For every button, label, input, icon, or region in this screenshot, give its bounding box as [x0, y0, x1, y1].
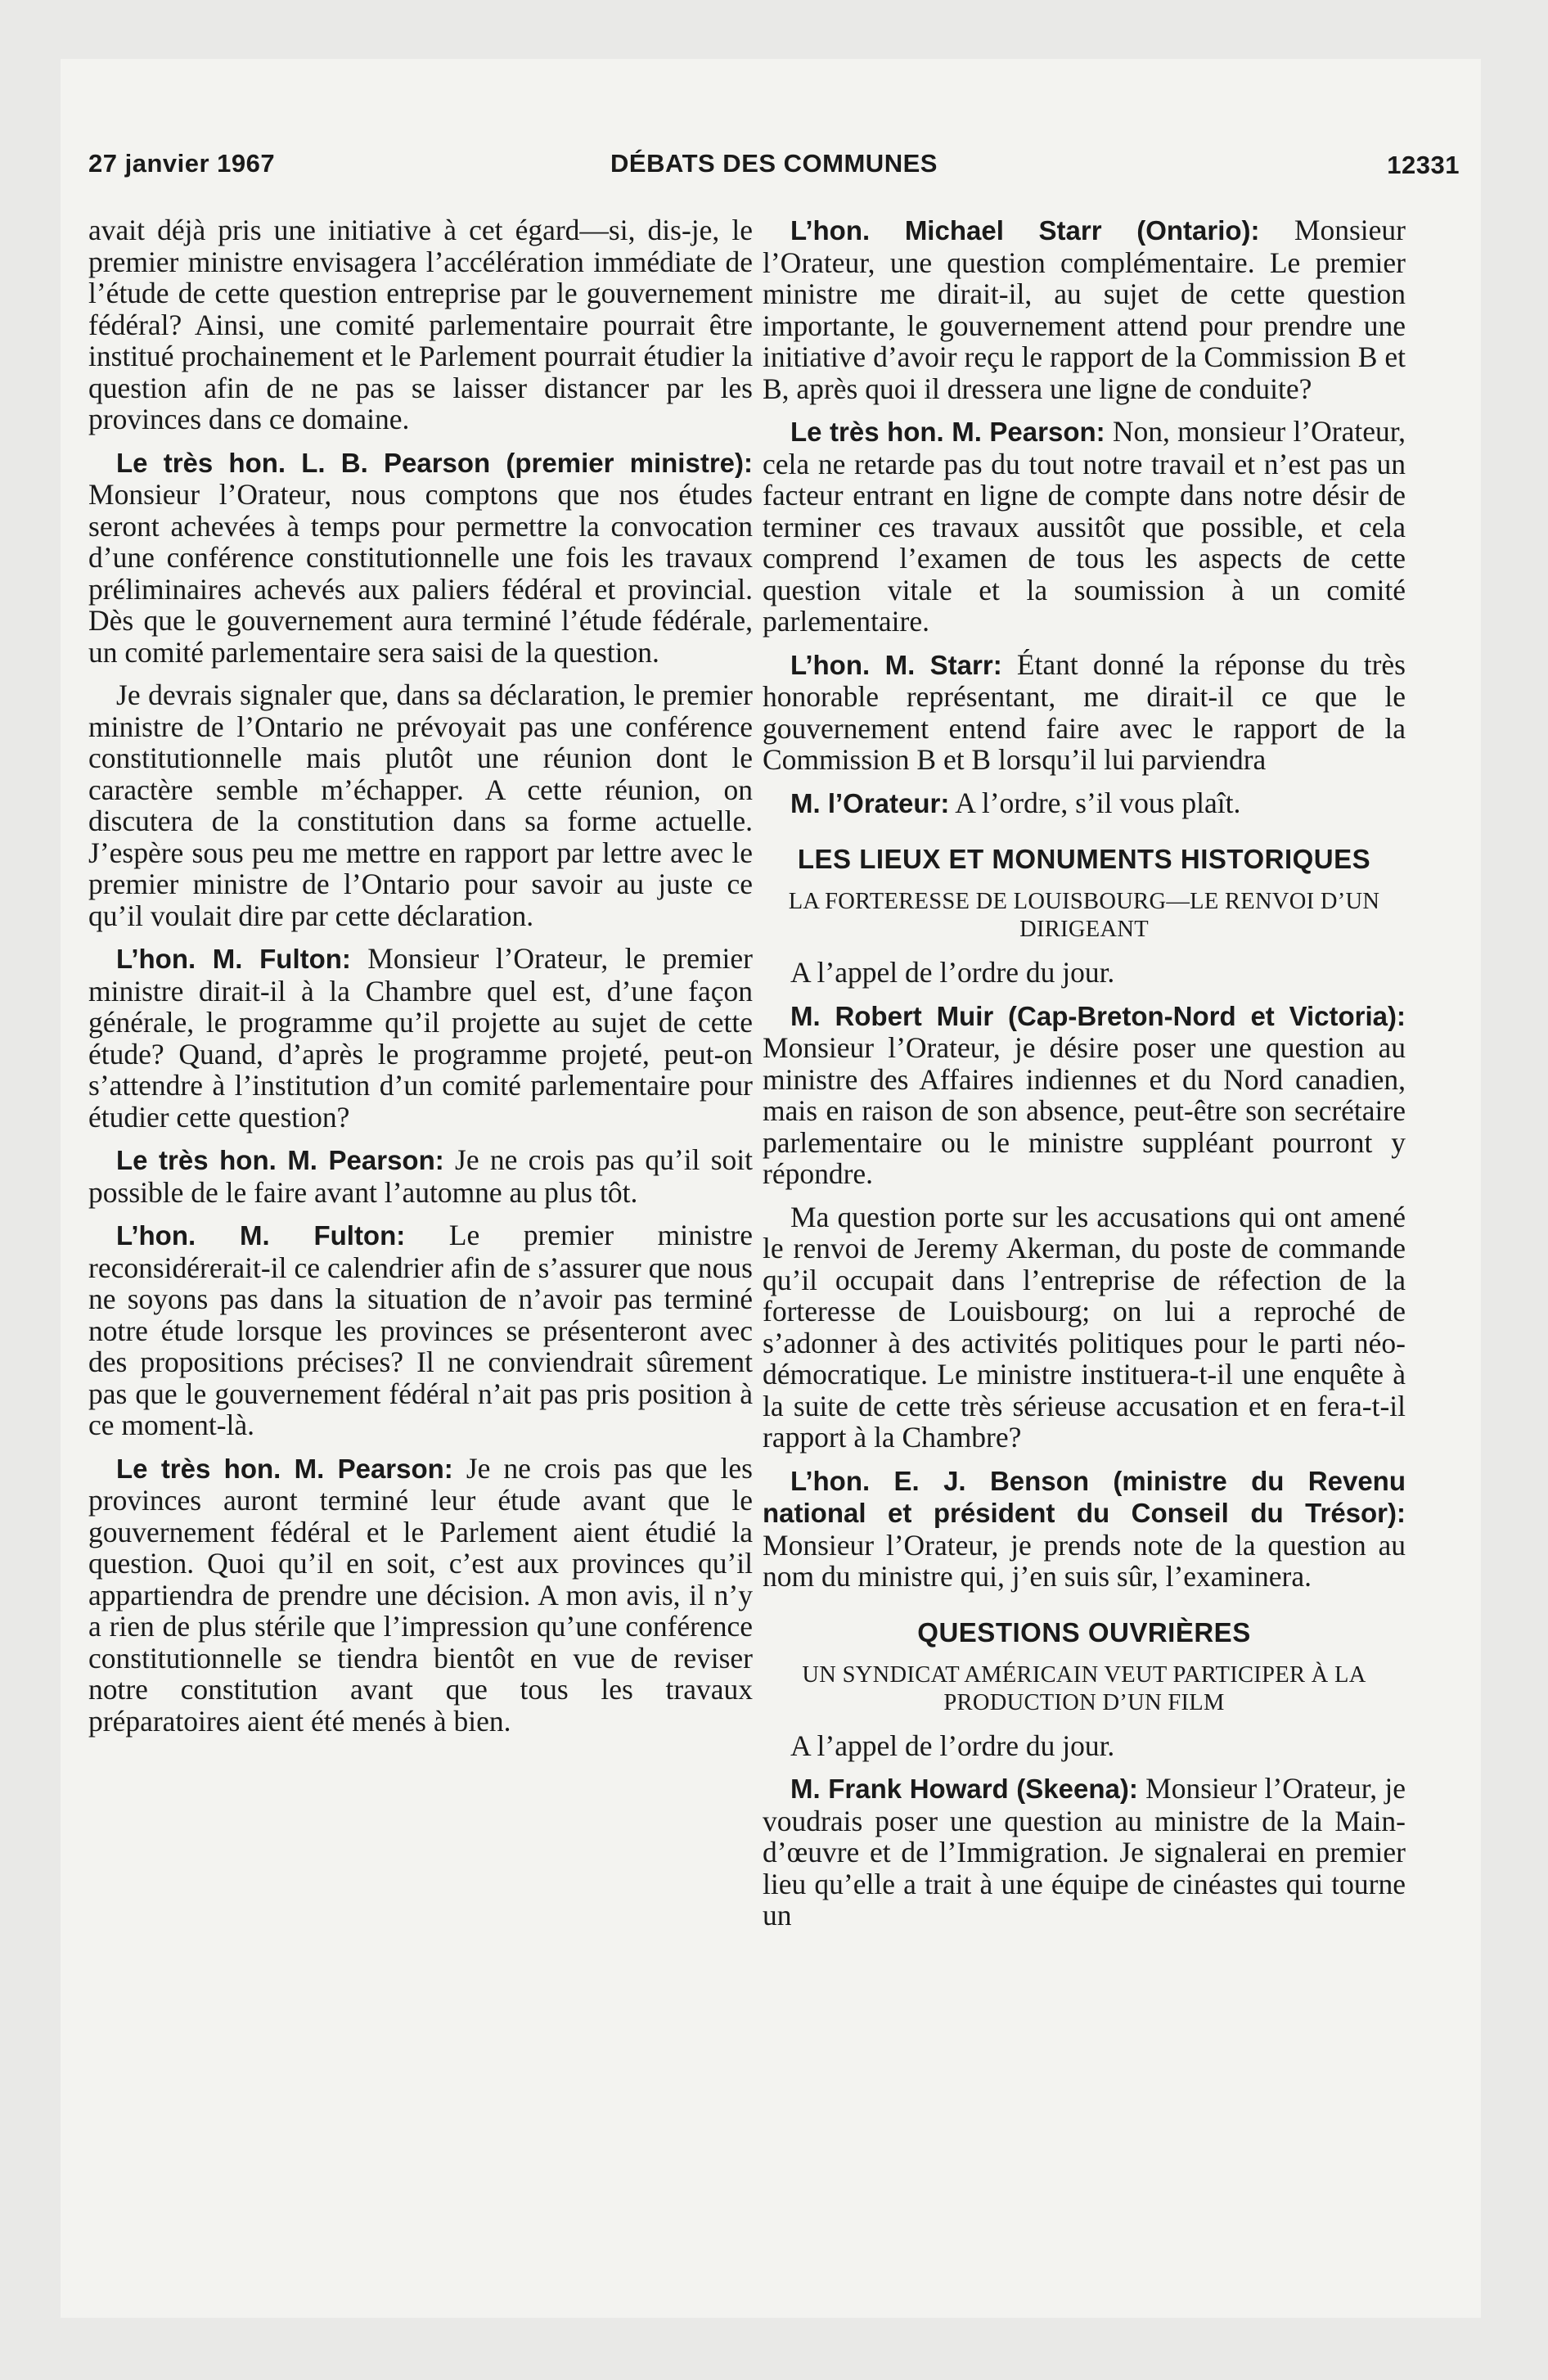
page-header [88, 149, 1460, 188]
paragraph: Je devrais signaler que, dans sa déclaration, le premier ministre de l’Ontario ne prévoyait pas une conférence constitutionnelle mais plutôt une réunion dont le caractère semble m’échapper. A cette réunion, on discutera de la constitution dans sa forme actuelle. J’espère sous peu me mettre en rapport par lettre avec le premier ministre de l’Ontario pour savoir au juste ce qu’il voulait dire par cette déclaration. [88, 678, 753, 932]
speaker-name: Le très hon. M. Pearson: [116, 1145, 444, 1175]
paragraph: Le très hon. L. B. Pearson (premier ministre): Monsieur l’Orateur, nous comptons que nos études seront achevées à temps pour permettre la convocation d’une conférence constitutionnelle une fois les travaux préliminaires achevés aux paliers fédéral et provincial. Dès que le gouvernement aura terminé l’étude fédérale, un comité parlementaire sera saisi de la question. [88, 447, 753, 669]
paragraph: A l’appel de l’ordre du jour. [790, 956, 1115, 989]
speaker-name: L’hon. Michael Starr (Ontario): [790, 215, 1260, 246]
section-heading: QUESTIONS OUVRIÈRES [917, 1616, 1251, 1648]
header-page-number: 12331 [1387, 151, 1460, 179]
section-heading: LES LIEUX ET MONUMENTS HISTORIQUES [797, 844, 1371, 874]
speaker-name: L’hon. M. Fulton: [116, 944, 351, 974]
speaker-name: Le très hon. M. Pearson: [116, 1453, 453, 1484]
paragraph: M. Robert Muir (Cap-Breton-Nord et Victoria): Monsieur l’Orateur, je désire poser une question au ministre des Affaires indiennes et du Nord canadien, mais en raison de son absence, peut-être son secrétaire parlementaire ou le ministre suppléant pourront y répondre. [763, 1000, 1406, 1190]
paragraph: avait déjà pris une initiative à cet égard—si, dis-je, le premier ministre envisagera l’accélération immédiate de l’étude de cette question entreprise par le gouvernement fédéral? Ainsi, une comité parlementaire pourrait être institué prochainement et le Parlement pourrait étudier la question afin de ne pas se laisser distancer par les provinces dans ce domaine. [88, 214, 753, 435]
speaker-name: Le très hon. M. Pearson: [790, 417, 1105, 447]
paragraph: Ma question porte sur les accusations qui ont amené le renvoi de Jeremy Akerman, du poste de commande qu’il occupait dans l’entreprise de réfection de la forteresse de Louisbourg; on lui a reproché de s’adonner à des activités politiques pour le parti néo-démocratique. Le ministre instituera-t-il une enquête à la suite de cette très sérieuse accusation et en fera-t-il rapport à la Chambre? [763, 1200, 1406, 1454]
header-title: DÉBATS DES COMMUNES [610, 149, 938, 178]
speaker-name: L’hon. M. Starr: [790, 649, 1002, 680]
paragraph: L’hon. M. Starr: Étant donné la réponse du très honorable représentant, me dirait-il ce que le gouvernement entend faire avec le rapport de la Commission B et B lorsqu’il lui parviendra [763, 647, 1406, 776]
paragraph: L’hon. M. Fulton: Monsieur l’Orateur, le premier ministre dirait-il à la Chambre quel est, d’une façon générale, le programme qu’il projette au sujet de cette étude? Quand, d’après le programme projeté, peut-on s’attendre à l’institution d’un comité parlementaire pour étudier cette question? [88, 942, 754, 1134]
speaker-name: L’hon. E. J. Benson (ministre du Revenu national et président du Conseil du Trésor): [763, 1465, 1406, 1528]
section-subheading: LA FORTERESSE DE LOUISBOURG—LE RENVOI D’UN DIRIGEANT [788, 889, 1380, 942]
paragraph: A l’appel de l’ordre du jour. [790, 1729, 1115, 1762]
speaker-name: L’hon. M. Fulton: [116, 1220, 406, 1251]
paragraph: L’hon. E. J. Benson (ministre du Revenu national et président du Conseil du Trésor): Monsieur l’Orateur, je prends note de la question au nom du ministre qui, j’en suis sûr, l’examinera. [763, 1465, 1406, 1593]
left-column [88, 214, 753, 1748]
paragraph: L’hon. Michael Starr (Ontario): Monsieur l’Orateur, une question complémentaire. Le premier ministre me dirait-il, au sujet de cette question importante, le gouvernement attend pour prendre une initiative d’avoir reçu le rapport de la Commission B et B, après quoi il dressera une ligne de conduite? [763, 214, 1406, 405]
speaker-name: M. Frank Howard (Skeena): [790, 1774, 1138, 1804]
paragraph: M. l’Orateur: A l’ordre, s’il vous plaît. [790, 786, 1241, 819]
paragraph: Le très hon. M. Pearson: Je ne crois pas qu’il soit possible de le faire avant l’automne au plus tôt. [88, 1143, 753, 1209]
speaker-name: Le très hon. L. B. Pearson (premier ministre): [116, 447, 753, 478]
header-date: 27 janvier 1967 [88, 149, 276, 178]
speaker-name: M. Robert Muir (Cap-Breton-Nord et Victoria): [790, 1000, 1406, 1031]
right-column [763, 214, 1406, 1943]
speaker-name: M. l’Orateur: [790, 787, 950, 818]
paragraph: Le très hon. M. Pearson: Non, monsieur l’Orateur, cela ne retarde pas du tout notre travail et n’est pas un facteur entrant en ligne de compte dans notre désir de terminer ces travaux aussitôt que possible, et cela comprend l’examen de tous les aspects de cette question vitale et la soumission à un comité parlementaire. [763, 415, 1406, 638]
section-subheading: UN SYNDICAT AMÉRICAIN VEUT PARTICIPER À LA PRODUCTION D’UN FILM [802, 1661, 1366, 1715]
paragraph: L’hon. M. Fulton: Le premier ministre reconsidérerait-il ce calendrier afin de s’assurer que nous ne soyons pas dans la situation de n’avoir pas terminé notre étude lorsque les provinces se présenteront avec des propositions précises? Il ne conviendrait sûrement pas que le gouvernement fédéral n’ait pas pris position à ce moment-là. [88, 1219, 753, 1441]
paragraph: Le très hon. M. Pearson: Je ne crois pas que les provinces auront terminé leur étude avant que le gouvernement fédéral et le Parlement aient étudié la question. Quoi qu’il en soit, c’est aux provinces qu’il appartiendra de prendre une décision. A mon avis, il n’y a rien de plus stérile que l’impression qu’une conférence constitutionnelle se tiendra bientôt en vue de reviser notre constitution avant que tous les travaux préparatoires aient été menés à bien. [88, 1451, 753, 1738]
paragraph: M. Frank Howard (Skeena): Monsieur l’Orateur, je voudrais poser une question au ministre de la Main-d’œuvre et de l’Immigration. Je signalerai en premier lieu qu’elle a trait à une équipe de cinéastes qui tourne un [763, 1772, 1406, 1931]
